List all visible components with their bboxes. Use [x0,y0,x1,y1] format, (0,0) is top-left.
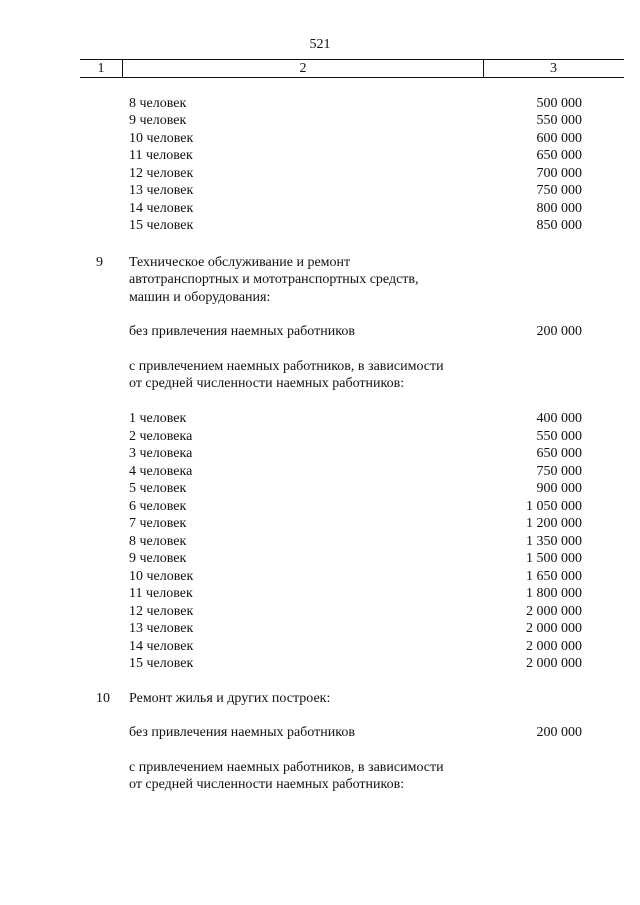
section-title-line: машин и оборудования: [129,290,271,305]
section-number: 9 [96,255,103,270]
page-number: 521 [309,37,331,52]
row-value: 2 000 000 [526,639,582,654]
row-value: 1 050 000 [526,499,582,514]
no-hired-label: без привлечения наемных работников [129,725,355,740]
row-label: 1 человек [129,411,187,426]
row-value: 1 650 000 [526,569,582,584]
column-header-1: 1 [97,61,105,76]
no-hired-label: без привлечения наемных работников [129,324,355,339]
row-value: 500 000 [536,96,582,111]
row-label: 9 человек [129,551,187,566]
row-value: 550 000 [536,113,582,128]
row-value: 1 200 000 [526,516,582,531]
row-value: 800 000 [536,201,582,216]
row-value: 2 000 000 [526,656,582,671]
row-value: 900 000 [536,481,582,496]
row-label: 4 человека [129,464,193,479]
section-title-line: автотранспортных и мототранспортных средств, [129,272,419,287]
row-value: 550 000 [536,429,582,444]
section-title: Ремонт жилья и других построек: [129,691,331,706]
with-hired-line: с привлечением наемных работников, в зависимости [129,359,444,374]
row-value: 2 000 000 [526,604,582,619]
row-label: 11 человек [129,586,193,601]
column-header-row [80,59,624,78]
with-hired-line: от средней численности наемных работников: [129,376,405,391]
row-value: 650 000 [536,148,582,163]
row-value: 2 000 000 [526,621,582,636]
row-label: 3 человека [129,446,193,461]
row-value: 850 000 [536,218,582,233]
row-value: 750 000 [536,183,582,198]
row-label: 8 человек [129,534,187,549]
no-hired-value: 200 000 [536,324,582,339]
row-label: 2 человека [129,429,193,444]
row-value: 750 000 [536,464,582,479]
row-value: 1 350 000 [526,534,582,549]
row-value: 1 800 000 [526,586,582,601]
row-label: 7 человек [129,516,187,531]
row-label: 14 человек [129,639,194,654]
row-label: 12 человек [129,166,194,181]
column-header-2: 2 [122,60,484,77]
row-label: 11 человек [129,148,193,163]
row-label: 12 человек [129,604,194,619]
column-header-3: 3 [550,61,557,76]
with-hired-line: от средней численности наемных работников: [129,777,405,792]
section-number: 10 [96,691,110,706]
row-label: 8 человек [129,96,187,111]
no-hired-value: 200 000 [536,725,582,740]
row-label: 15 человек [129,218,194,233]
row-value: 700 000 [536,166,582,181]
row-label: 6 человек [129,499,187,514]
row-value: 400 000 [536,411,582,426]
section-title-line: Техническое обслуживание и ремонт [129,255,351,270]
row-label: 13 человек [129,621,194,636]
row-value: 600 000 [536,131,582,146]
row-label: 14 человек [129,201,194,216]
row-label: 10 человек [129,131,194,146]
row-label: 10 человек [129,569,194,584]
with-hired-line: с привлечением наемных работников, в зависимости [129,760,444,775]
row-value: 650 000 [536,446,582,461]
row-label: 9 человек [129,113,187,128]
row-label: 5 человек [129,481,187,496]
row-label: 13 человек [129,183,194,198]
row-value: 1 500 000 [526,551,582,566]
row-label: 15 человек [129,656,194,671]
